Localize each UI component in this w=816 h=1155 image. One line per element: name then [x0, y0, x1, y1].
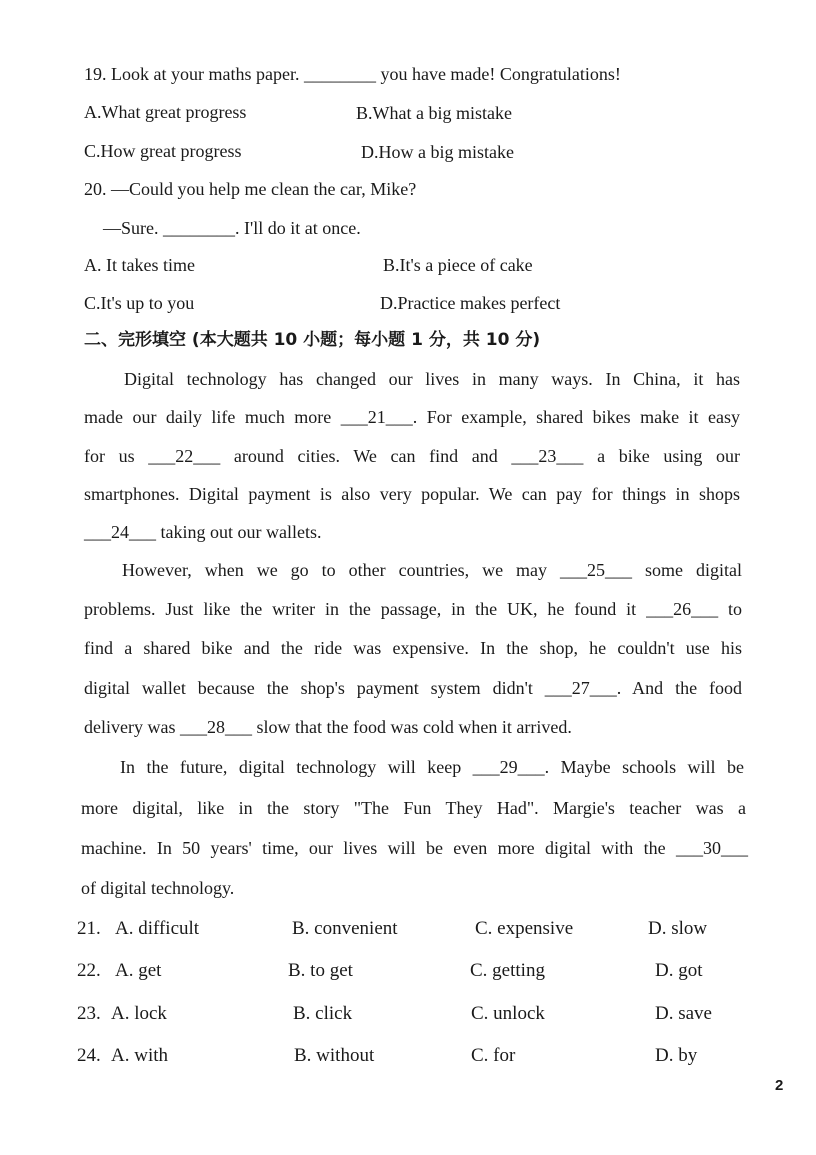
- passage-line: find a shared bike and the ride was expensive. In the shop, he couldn't use his: [84, 638, 742, 658]
- question-19-stem: 19. Look at your maths paper. ________ you have made! Congratulations!: [84, 64, 621, 84]
- option-d: D. save: [655, 1003, 712, 1024]
- question-20-line2: —Sure. ________. I'll do it at once.: [103, 218, 361, 238]
- question-20-line1: 20. —Could you help me clean the car, Mike?: [84, 179, 417, 199]
- passage-line: more digital, like in the story "The Fun They Had". Margie's teacher was a: [81, 798, 746, 818]
- option-d: D. by: [655, 1045, 698, 1066]
- question-20-option-b: B.It's a piece of cake: [383, 255, 533, 275]
- passage-line: However, when we go to other countries, we may ___25___ some digital: [122, 560, 742, 580]
- passage-line: Digital technology has changed our lives in many ways. In China, it has: [124, 369, 740, 389]
- passage-line: digital wallet because the shop's payment system didn't ___27___. And the food: [84, 678, 742, 698]
- option-a: A. with: [111, 1045, 168, 1066]
- option-c: C. for: [471, 1045, 516, 1066]
- option-b: B. without: [294, 1045, 375, 1066]
- passage-line: smartphones. Digital payment is also very popular. We can pay for things in shops: [84, 484, 740, 504]
- passage-line: of digital technology.: [81, 878, 235, 898]
- option-d: D. slow: [648, 918, 708, 939]
- question-number: 23.: [77, 1003, 101, 1024]
- passage-line: machine. In 50 years' time, our lives will be even more digital with the ___30___: [81, 838, 748, 858]
- question-number: 24.: [77, 1045, 101, 1066]
- option-a: A. lock: [111, 1003, 167, 1024]
- section-heading: 二、完形填空 (本大题共 10 小题；每小题 1 分，共 10 分): [84, 330, 541, 350]
- passage-line: made our daily life much more ___21___. For example, shared bikes make it easy: [84, 407, 740, 427]
- passage-line: problems. Just like the writer in the passage, in the UK, he found it ___26___ to: [84, 599, 742, 619]
- option-d: D. got: [655, 960, 703, 981]
- option-a: A. get: [115, 960, 162, 981]
- passage-line: for us ___22___ around cities. We can find and ___23___ a bike using our: [84, 446, 740, 466]
- question-19-option-b: B.What a big mistake: [356, 103, 512, 123]
- question-19-option-a: A.What great progress: [84, 102, 247, 122]
- question-19-option-c: C.How great progress: [84, 141, 242, 161]
- option-c: C. unlock: [471, 1003, 545, 1024]
- passage-line: In the future, digital technology will keep ___29___. Maybe schools will be: [120, 757, 744, 777]
- option-c: C. getting: [470, 960, 545, 981]
- option-a: A. difficult: [115, 918, 200, 939]
- question-number: 22.: [77, 960, 101, 981]
- option-b: B. to get: [288, 960, 353, 981]
- option-b: B. click: [293, 1003, 353, 1024]
- passage-line: ___24___ taking out our wallets.: [84, 522, 322, 542]
- question-number: 21.: [77, 918, 101, 939]
- passage-line: delivery was ___28___ slow that the food was cold when it arrived.: [84, 717, 572, 737]
- page-number: 2: [775, 1077, 784, 1094]
- question-19-option-d: D.How a big mistake: [361, 142, 514, 162]
- question-20-option-d: D.Practice makes perfect: [380, 293, 561, 313]
- option-b: B. convenient: [292, 918, 398, 939]
- question-20-option-a: A. It takes time: [84, 255, 195, 275]
- question-20-option-c: C.It's up to you: [84, 293, 195, 313]
- option-c: C. expensive: [475, 918, 574, 939]
